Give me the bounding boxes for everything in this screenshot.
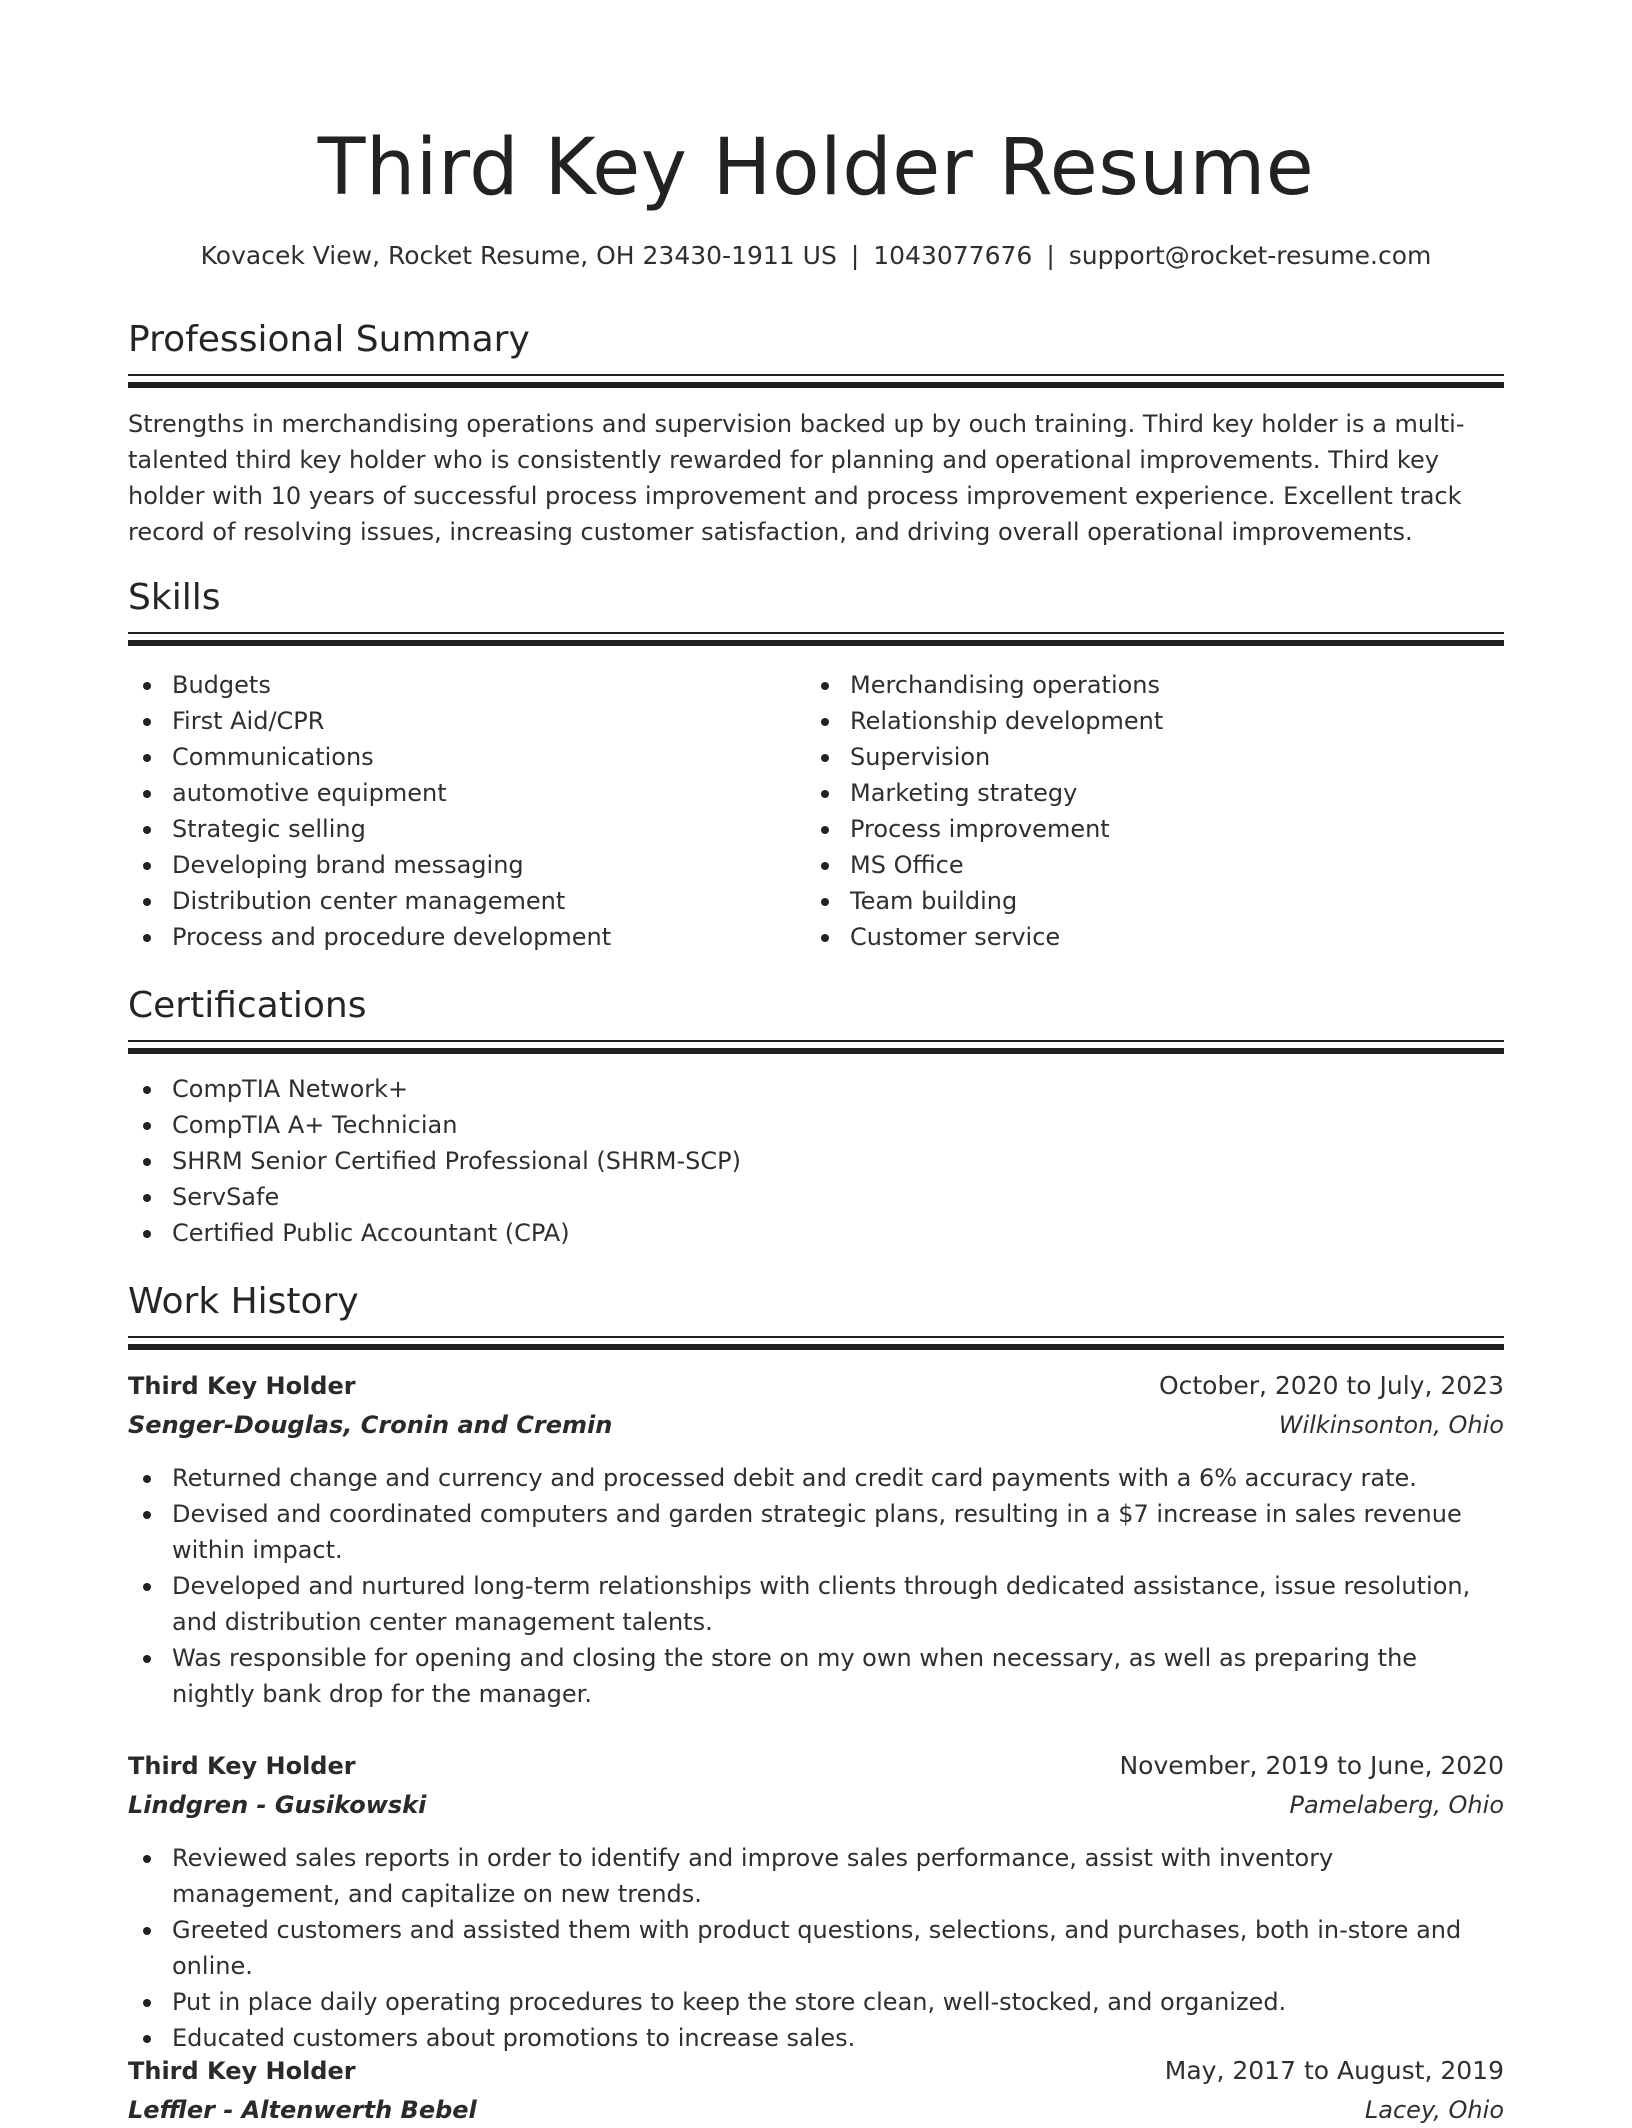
- job-bullet: Put in place daily operating procedures to keep the store clean, well-stocked, and organized.: [172, 1984, 1504, 2020]
- certification-item: Certified Public Accountant (CPA): [172, 1215, 1504, 1251]
- job-company: Senger-Douglas, Cronin and Cremin: [128, 1411, 613, 1439]
- skill-item: Supervision: [850, 739, 1504, 775]
- job-dates: May, 2017 to August, 2019: [1164, 2056, 1504, 2085]
- job-bullet: Was responsible for opening and closing the store on my own when necessary, as well as preparing the nightly bank drop for the manager.: [172, 1640, 1504, 1712]
- skill-item: Communications: [172, 739, 792, 775]
- skill-item: MS Office: [850, 847, 1504, 883]
- contact-email[interactable]: support@rocket-resume.com: [1068, 241, 1432, 270]
- job-bullet: Returned change and currency and processed debit and credit card payments with a 6% accuracy rate.: [172, 1460, 1504, 1496]
- skill-item: Marketing strategy: [850, 775, 1504, 811]
- contact-phone: 1043077676: [873, 241, 1033, 270]
- skill-item: Developing brand messaging: [172, 847, 792, 883]
- summary-text: Strengths in merchandising operations and supervision backed up by ouch training. Third key holder is a multi-talented third key holder who is consistently rewarded for planning and operational improvements. Third key holder with 10 years of successful process improvement and process improvement experience. Excellent track record of resolving issues, increasing customer satisfaction, and driving overall operational improvements.: [128, 410, 1465, 546]
- skill-item: Team building: [850, 883, 1504, 919]
- certification-item: SHRM Senior Certified Professional (SHRM-SCP): [172, 1143, 1504, 1179]
- job-dates: November, 2019 to June, 2020: [1119, 1751, 1504, 1780]
- resume-title: Third Key Holder Resume: [317, 123, 1315, 213]
- certifications-heading: Certifications: [128, 985, 367, 1026]
- skill-item: First Aid/CPR: [172, 703, 792, 739]
- certification-item: CompTIA Network+: [172, 1071, 1504, 1107]
- skill-item: automotive equipment: [172, 775, 792, 811]
- job-title: Third Key Holder: [128, 1372, 356, 1400]
- skill-item: Process and procedure development: [172, 919, 792, 955]
- skill-item: Distribution center management: [172, 883, 792, 919]
- work-history-heading: Work History: [128, 1281, 359, 1322]
- job-location: Wilkinsonton, Ohio: [1278, 1411, 1504, 1439]
- skills-heading: Skills: [128, 577, 221, 618]
- skill-item: Strategic selling: [172, 811, 792, 847]
- job-bullet: Devised and coordinated computers and garden strategic plans, resulting in a $7 increase in sales revenue within impact.: [172, 1496, 1504, 1568]
- section-divider: [128, 1336, 1504, 1351]
- job-bullets: [128, 1460, 1504, 1712]
- skill-item: Customer service: [850, 919, 1504, 955]
- job-bullets: [128, 1840, 1504, 2056]
- certification-item: CompTIA A+ Technician: [172, 1107, 1504, 1143]
- job-location: Pamelaberg, Ohio: [1289, 1791, 1504, 1819]
- contact-separator: |: [1046, 241, 1055, 270]
- skill-item: Budgets: [172, 667, 792, 703]
- skill-item: Process improvement: [850, 811, 1504, 847]
- skills-list-right: [806, 667, 1504, 955]
- job-location: Lacey, Ohio: [1364, 2096, 1504, 2124]
- skill-item: Relationship development: [850, 703, 1504, 739]
- certifications-list: [128, 1071, 1504, 1251]
- summary-heading: Professional Summary: [128, 319, 530, 360]
- job-company: Lindgren - Gusikowski: [128, 1791, 427, 1819]
- section-divider: [128, 632, 1504, 647]
- job-title: Third Key Holder: [128, 1752, 356, 1780]
- section-divider: [128, 1040, 1504, 1055]
- job-bullet: Educated customers about promotions to increase sales.: [172, 2020, 1504, 2056]
- job-company: Leffler - Altenwerth Bebel: [128, 2096, 477, 2124]
- contact-separator: |: [850, 241, 860, 270]
- skills-list-left: [128, 667, 792, 955]
- job-dates: October, 2020 to July, 2023: [1158, 1371, 1504, 1400]
- job-title: Third Key Holder: [128, 2057, 356, 2085]
- skill-item: Merchandising operations: [850, 667, 1504, 703]
- section-divider: [128, 374, 1504, 389]
- contact-line: [128, 238, 1504, 274]
- job-bullet: Greeted customers and assisted them with product questions, selections, and purchases, both in-store and online.: [172, 1912, 1504, 1984]
- job-bullet: Reviewed sales reports in order to identify and improve sales performance, assist with inventory management, and capitalize on new trends.: [172, 1840, 1504, 1912]
- job-bullet: Developed and nurtured long-term relationships with clients through dedicated assistance, issue resolution, and distribution center management talents.: [172, 1568, 1504, 1640]
- contact-address: Kovacek View, Rocket Resume, OH 23430-1911 US: [200, 241, 837, 270]
- certification-item: ServSafe: [172, 1179, 1504, 1215]
